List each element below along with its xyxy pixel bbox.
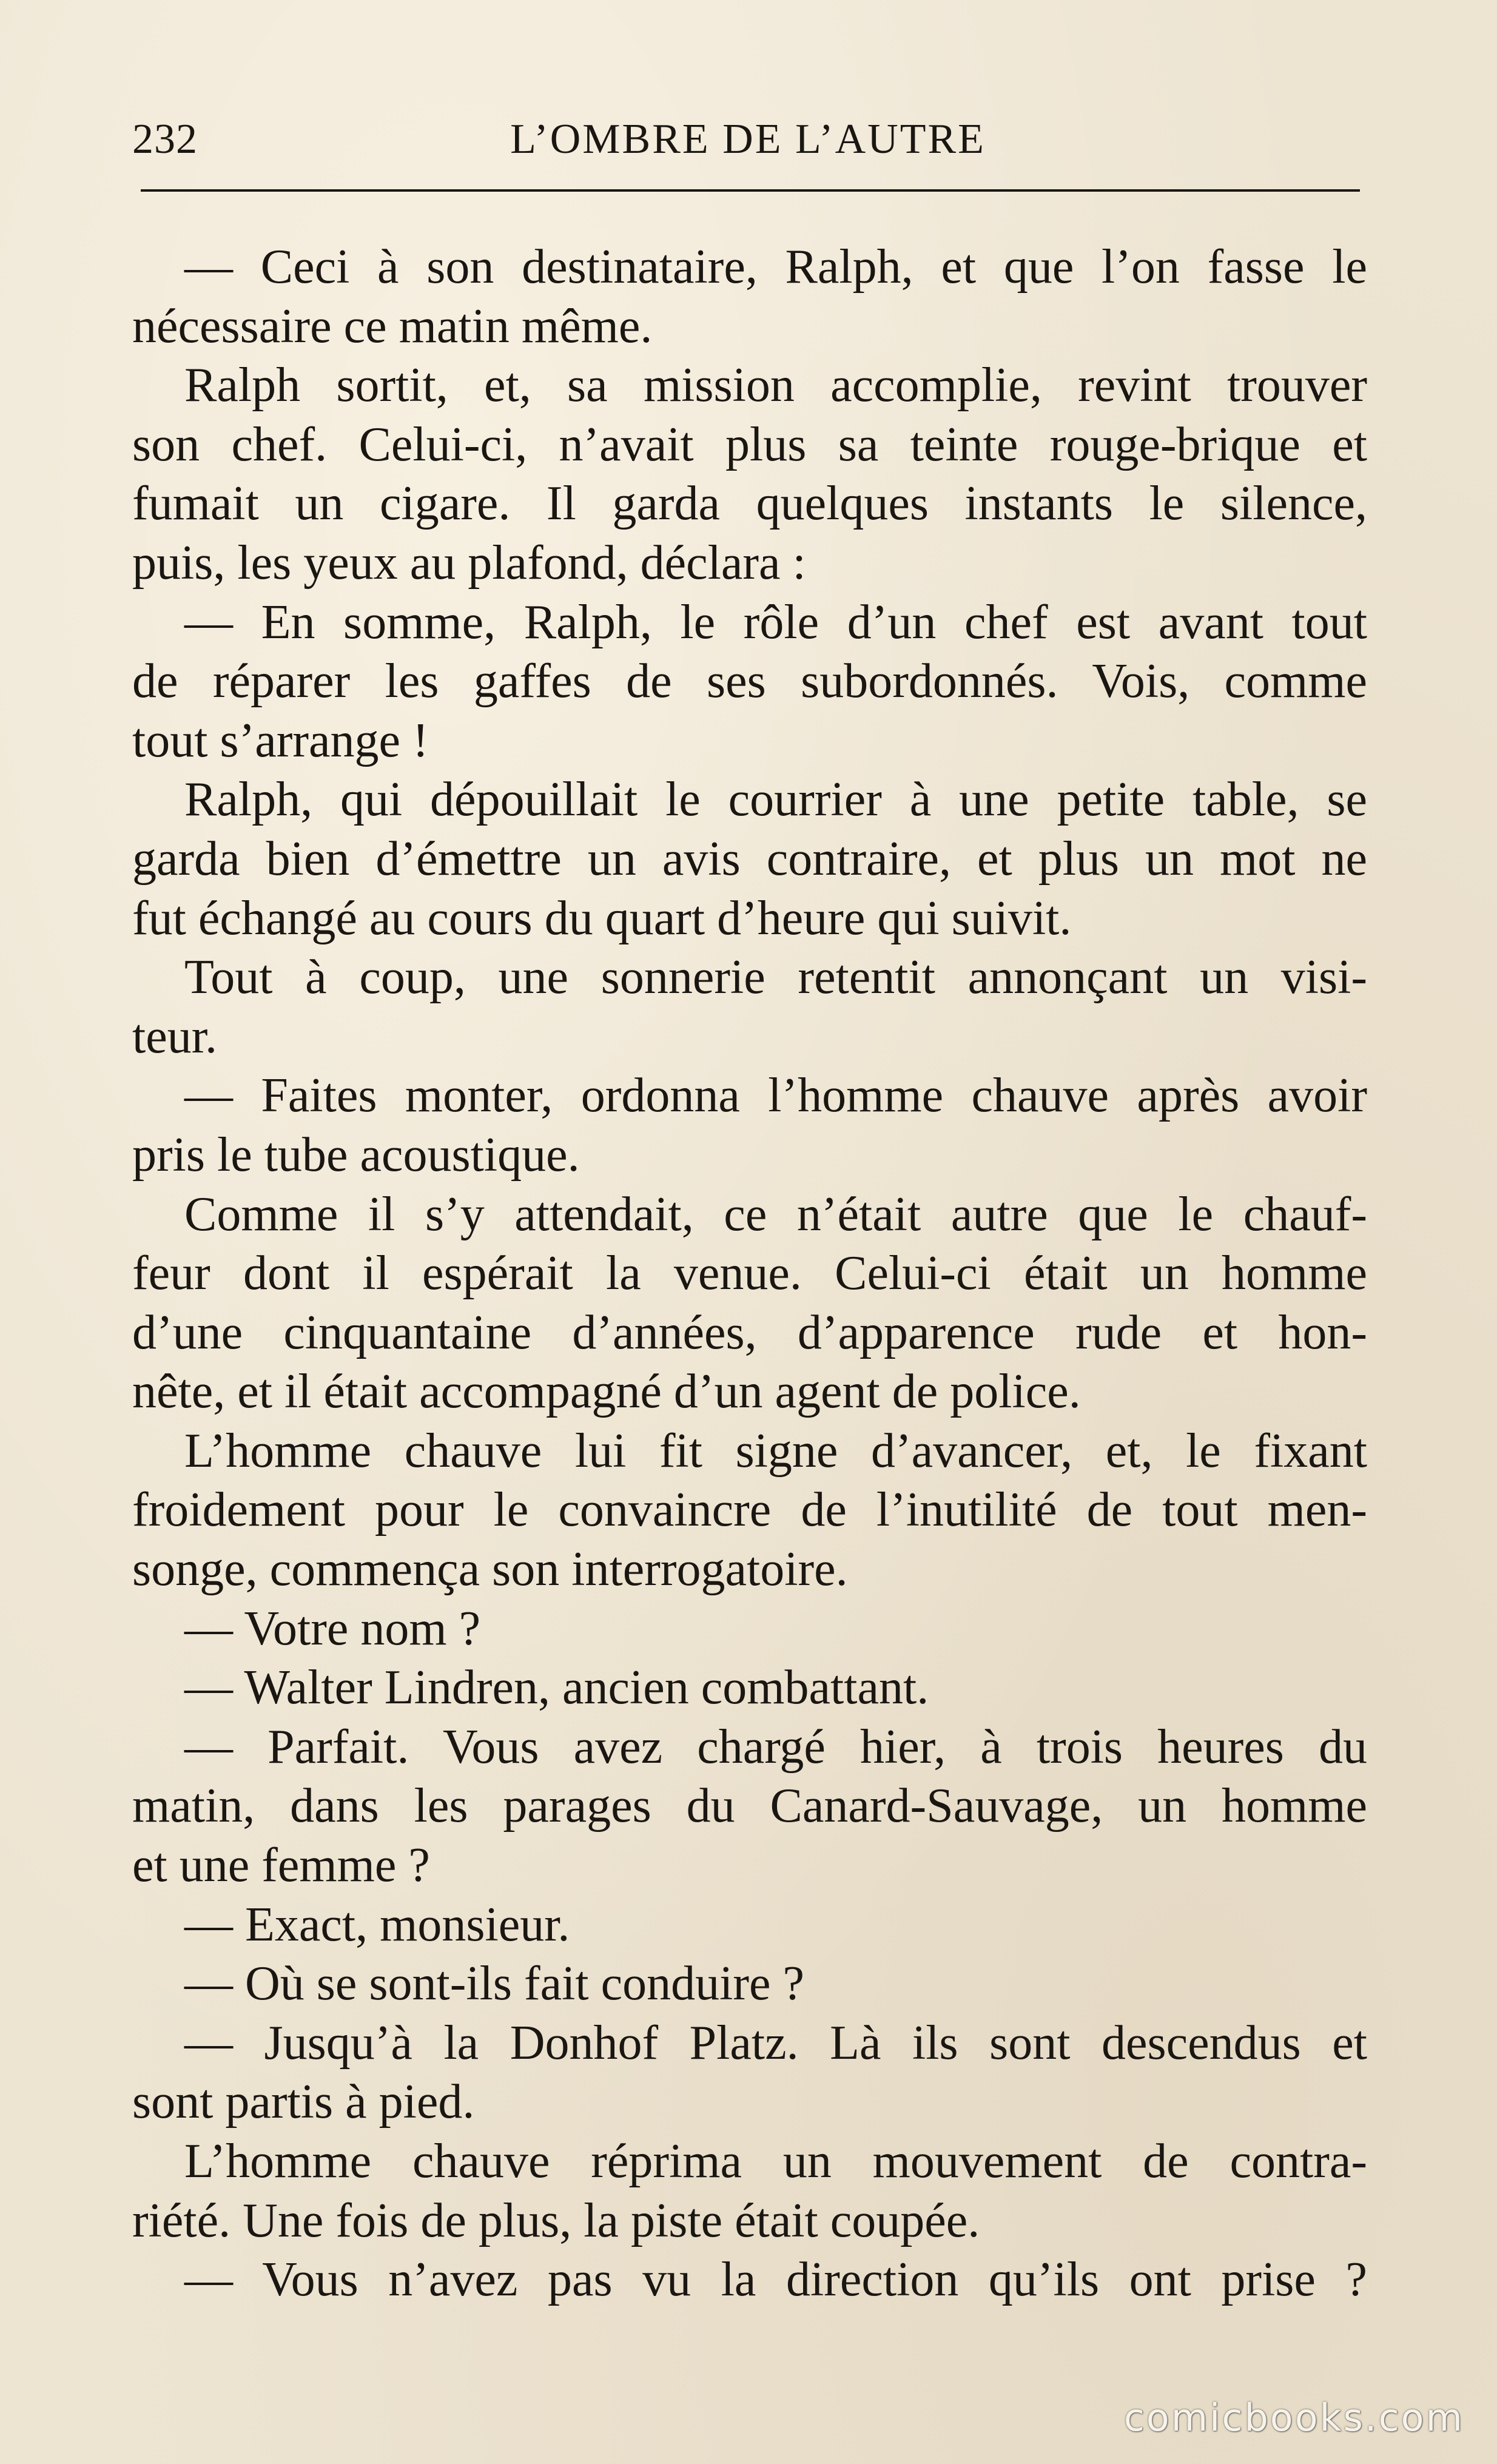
- text-line: — Exact, monsieur.: [184, 1897, 570, 1951]
- text-line: son chef. Celui-ci, n’avait plus sa teinte rouge-brique et: [132, 417, 1367, 471]
- text-line: puis, les yeux au plafond, déclara :: [132, 536, 806, 590]
- text-line: Ralph sortit, et, sa mission accomplie, revint trouver: [184, 358, 1367, 412]
- text-line: — Faites monter, ordonna l’homme chauve après avoir: [184, 1069, 1367, 1123]
- text-line: et une femme ?: [132, 1839, 430, 1893]
- text-line: — Où se sont-ils fait conduire ?: [184, 1957, 804, 2011]
- text-line: d’une cinquantaine d’années, d’apparence rude et hon-: [132, 1305, 1367, 1359]
- text-line: sont partis à pied.: [132, 2075, 475, 2129]
- book-title: L’OMBRE DE L’AUTRE: [510, 116, 986, 163]
- text-line: feur dont il espérait la venue. Celui-ci était un homme: [132, 1247, 1367, 1301]
- text-line: fumait un cigare. Il garda quelques instants le silence,: [132, 477, 1367, 531]
- text-line: — Ceci à son destinataire, Ralph, et que l’on fasse le: [184, 240, 1367, 294]
- text-line: Ralph, qui dépouillait le courrier à une petite table, se: [184, 773, 1367, 827]
- text-line: — Vous n’avez pas vu la direction qu’ils ont prise ?: [184, 2253, 1367, 2307]
- page-number: 232: [132, 116, 198, 163]
- text-line: — Jusqu’à la Donhof Platz. Là ils sont descendus et: [184, 2016, 1367, 2070]
- text-line: — Votre nom ?: [184, 1601, 481, 1655]
- running-head: [132, 103, 1364, 176]
- text-line: Comme il s’y attendait, ce n’était autre que le chauf-: [184, 1187, 1367, 1241]
- text-line: L’homme chauve réprima un mouvement de contra-: [184, 2135, 1367, 2188]
- text-line: L’homme chauve lui fit signe d’avancer, et, le fixant: [184, 1424, 1367, 1478]
- text-line: froidement pour le convaincre de l’inutilité de tout men-: [132, 1483, 1367, 1537]
- text-line: — Walter Lindren, ancien combattant.: [184, 1661, 929, 1715]
- text-line: riété. Une fois de plus, la piste était coupée.: [132, 2193, 980, 2247]
- site-watermark: comicbooks.com: [1123, 2395, 1464, 2440]
- body-text: [132, 238, 1367, 2310]
- text-line: nécessaire ce matin même.: [132, 299, 653, 353]
- text-line: — Parfait. Vous avez chargé hier, à trois heures du: [184, 1720, 1367, 1774]
- text-line: garda bien d’émettre un avis contraire, et plus un mot ne: [132, 832, 1367, 886]
- text-line: nête, et il était accompagné d’un agent de police.: [132, 1365, 1081, 1419]
- text-line: de réparer les gaffes de ses subordonnés. Vois, comme: [132, 655, 1367, 709]
- header-rule: [141, 189, 1360, 192]
- text-line: Tout à coup, une sonnerie retentit annonçant un visi-: [184, 951, 1367, 1005]
- text-line: — En somme, Ralph, le rôle d’un chef est avant tout: [184, 595, 1367, 649]
- text-line: matin, dans les parages du Canard-Sauvage, un homme: [132, 1779, 1367, 1833]
- text-line: songe, commença son interrogatoire.: [132, 1543, 848, 1597]
- text-line: pris le tube acoustique.: [132, 1128, 580, 1182]
- text-line: teur.: [132, 1009, 217, 1063]
- text-line: fut échangé au cours du quart d’heure qui suivit.: [132, 891, 1072, 945]
- text-line: tout s’arrange !: [132, 713, 429, 767]
